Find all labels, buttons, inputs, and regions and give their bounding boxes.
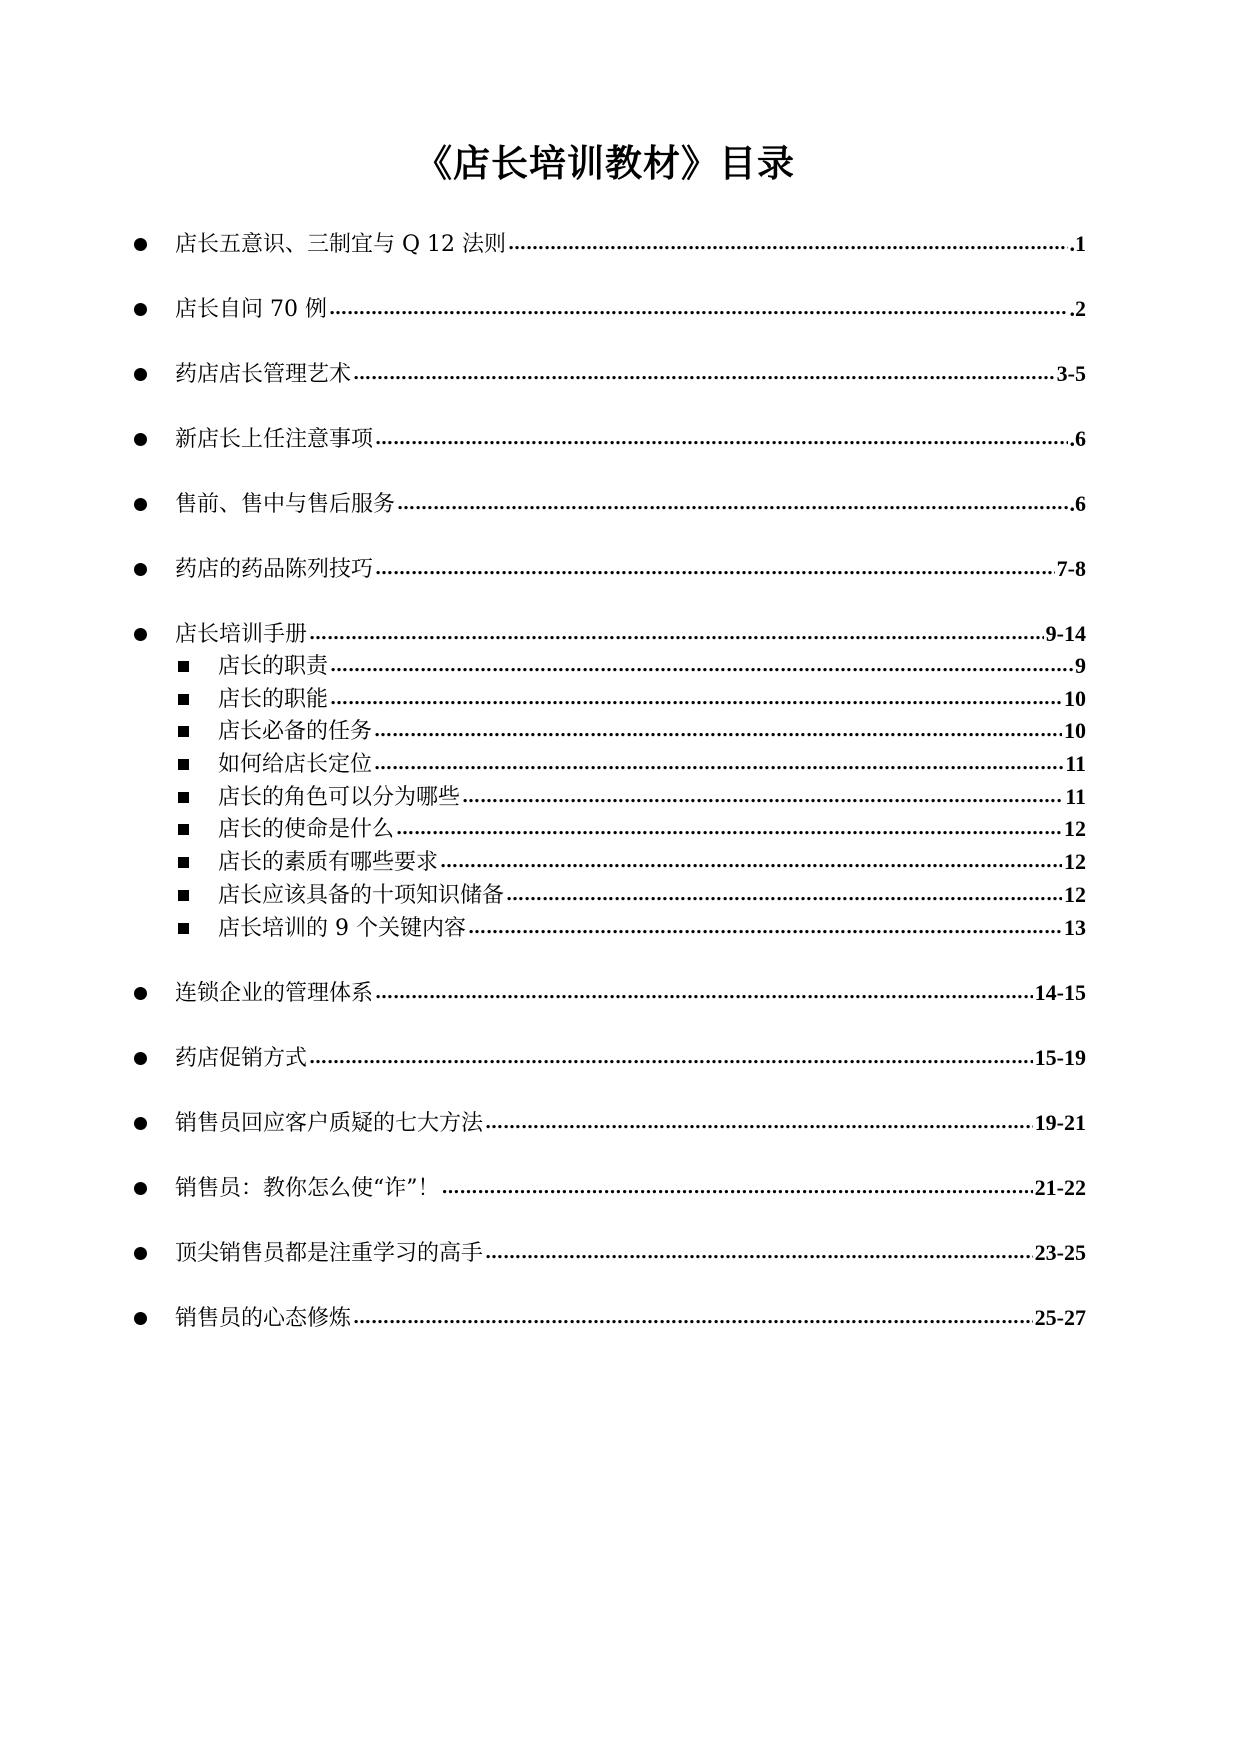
toc-subentry: [130, 879, 1086, 912]
toc-subentry-pages: 10: [1064, 718, 1086, 744]
toc-subentry-pages: 13: [1064, 914, 1086, 940]
toc-subentry-pages: 12: [1064, 816, 1086, 842]
toc-entry-pages: 21-22: [1034, 1175, 1086, 1201]
toc-entry-pages: 3-5: [1056, 361, 1086, 386]
toc-entry: [130, 358, 1086, 390]
toc-subentry-pages: 9: [1075, 653, 1086, 678]
toc-entry-label: 销售员的心态修炼: [175, 1306, 352, 1332]
bullet-dot-icon: [134, 498, 147, 511]
dot-leader: [330, 648, 1073, 683]
bullet-dot-icon: [134, 368, 147, 381]
bullet-dot-icon: [134, 1052, 147, 1065]
dot-leader: [309, 1040, 1033, 1074]
toc-entry: [130, 1042, 1086, 1074]
toc-subentry: [130, 715, 1086, 748]
bullet-square-icon: [178, 824, 189, 835]
toc-entry: [130, 228, 1086, 260]
dot-leader: [442, 1170, 1033, 1204]
toc-entry-label: 顶尖销售员都是注重学习的高手: [175, 1241, 484, 1267]
toc-entry: [130, 1237, 1086, 1269]
toc-entry-pages: 7-8: [1056, 556, 1086, 581]
toc-subentry-label: 店长的职责: [218, 654, 329, 679]
document-title: 《店长培训教材》目录: [415, 141, 795, 185]
toc-subentry-label: 店长的角色可以分为哪些: [218, 784, 461, 810]
toc-entry: [130, 1107, 1086, 1139]
toc-entry-pages: .1: [1069, 231, 1086, 256]
toc-subentry-pages: 12: [1064, 849, 1086, 875]
toc-entry: [130, 553, 1086, 585]
toc-entry-label: 新店长上任注意事项: [175, 427, 374, 452]
dot-leader: [485, 1235, 1033, 1269]
toc-entry-label: 店长培训手册: [175, 622, 308, 647]
bullet-dot-icon: [134, 563, 147, 576]
toc-subentry-label: 店长必备的任务: [218, 719, 373, 745]
dot-leader: [375, 975, 1033, 1009]
bullet-square-icon: [178, 923, 189, 934]
toc-entry-pages: 23-25: [1034, 1240, 1086, 1266]
toc-entry-pages: 19-21: [1034, 1110, 1086, 1136]
dot-leader: [330, 681, 1062, 716]
dot-leader: [353, 356, 1055, 390]
bullet-square-icon: [178, 661, 189, 672]
toc-entry-pages: .6: [1069, 491, 1086, 516]
toc-entry-label: 店长五意识、三制宜与 Q 12 法则: [175, 232, 507, 257]
toc-subentry-pages: 11: [1065, 783, 1086, 809]
bullet-dot-icon: [134, 1182, 147, 1195]
dot-leader: [309, 616, 1044, 650]
bullet-dot-icon: [134, 1312, 147, 1325]
toc-entry: [130, 1302, 1086, 1334]
toc-entry-label: 销售员回应客户质疑的七大方法: [175, 1111, 484, 1137]
dot-leader: [397, 486, 1067, 520]
table-of-contents: [130, 228, 1086, 1367]
toc-subentry: [130, 912, 1086, 945]
toc-entry-label: 店长自问 70 例: [175, 297, 327, 322]
toc-entry-label: 销售员：教你怎么使“诈”！: [175, 1176, 440, 1202]
toc-subentry-label: 店长培训的 9 个关键内容: [218, 915, 466, 941]
bullet-square-icon: [178, 759, 189, 770]
toc-entry-pages: 14-15: [1034, 980, 1086, 1006]
dot-leader: [374, 746, 1063, 781]
toc-subentry: [130, 683, 1086, 716]
toc-entry-label: 连锁企业的管理体系: [175, 981, 374, 1007]
toc-entry-pages: 25-27: [1034, 1305, 1086, 1331]
toc-entry: [130, 618, 1086, 650]
toc-subentry-label: 店长的职能: [218, 686, 329, 712]
bullet-dot-icon: [134, 987, 147, 1000]
dot-leader: [508, 226, 1067, 260]
toc-subentry: [130, 846, 1086, 879]
dot-leader: [375, 551, 1055, 585]
toc-entry-pages: .6: [1069, 426, 1086, 451]
dot-leader: [353, 1300, 1033, 1334]
toc-subentry-pages: 10: [1064, 685, 1086, 711]
toc-entry: [130, 488, 1086, 520]
toc-subentry-pages: 12: [1064, 881, 1086, 907]
toc-entry-pages: 15-19: [1034, 1045, 1086, 1071]
toc-subentry: [130, 813, 1086, 846]
toc-entry-label: 售前、售中与售后服务: [175, 492, 396, 517]
toc-subentry-label: 如何给店长定位: [218, 752, 373, 778]
toc-subentry: [130, 781, 1086, 814]
bullet-dot-icon: [134, 1117, 147, 1130]
toc-entry-label: 药店促销方式: [175, 1046, 308, 1072]
toc-subentry-label: 店长应该具备的十项知识储备: [218, 882, 505, 908]
toc-subentry: [130, 748, 1086, 781]
toc-subentry-label: 店长的使命是什么: [218, 817, 395, 843]
toc-entry-label: 药店店长管理艺术: [175, 362, 352, 387]
toc-entry-pages: .2: [1069, 296, 1086, 321]
toc-entry: [130, 1172, 1086, 1204]
bullet-square-icon: [178, 857, 189, 868]
bullet-dot-icon: [134, 433, 147, 446]
dot-leader: [485, 1105, 1033, 1139]
toc-subentry-label: 店长的素质有哪些要求: [218, 850, 439, 876]
bullet-dot-icon: [134, 303, 147, 316]
toc-subentry-pages: 11: [1065, 751, 1086, 777]
toc-entry-pages: 9-14: [1045, 621, 1086, 646]
dot-leader: [329, 291, 1068, 325]
dot-leader: [506, 877, 1062, 912]
bullet-square-icon: [178, 694, 189, 705]
toc-entry-label: 药店的药品陈列技巧: [175, 557, 374, 582]
dot-leader: [396, 811, 1062, 846]
dot-leader: [462, 779, 1063, 814]
bullet-dot-icon: [134, 1247, 147, 1260]
dot-leader: [468, 910, 1062, 945]
toc-entry: [130, 293, 1086, 325]
bullet-dot-icon: [134, 238, 147, 251]
dot-leader: [374, 713, 1062, 748]
toc-entry: [130, 423, 1086, 455]
bullet-square-icon: [178, 726, 189, 737]
toc-entry: [130, 977, 1086, 1009]
bullet-dot-icon: [134, 628, 147, 641]
toc-subentry: [130, 650, 1086, 683]
bullet-square-icon: [178, 890, 189, 901]
bullet-square-icon: [178, 792, 189, 803]
dot-leader: [375, 421, 1067, 455]
dot-leader: [440, 844, 1062, 879]
